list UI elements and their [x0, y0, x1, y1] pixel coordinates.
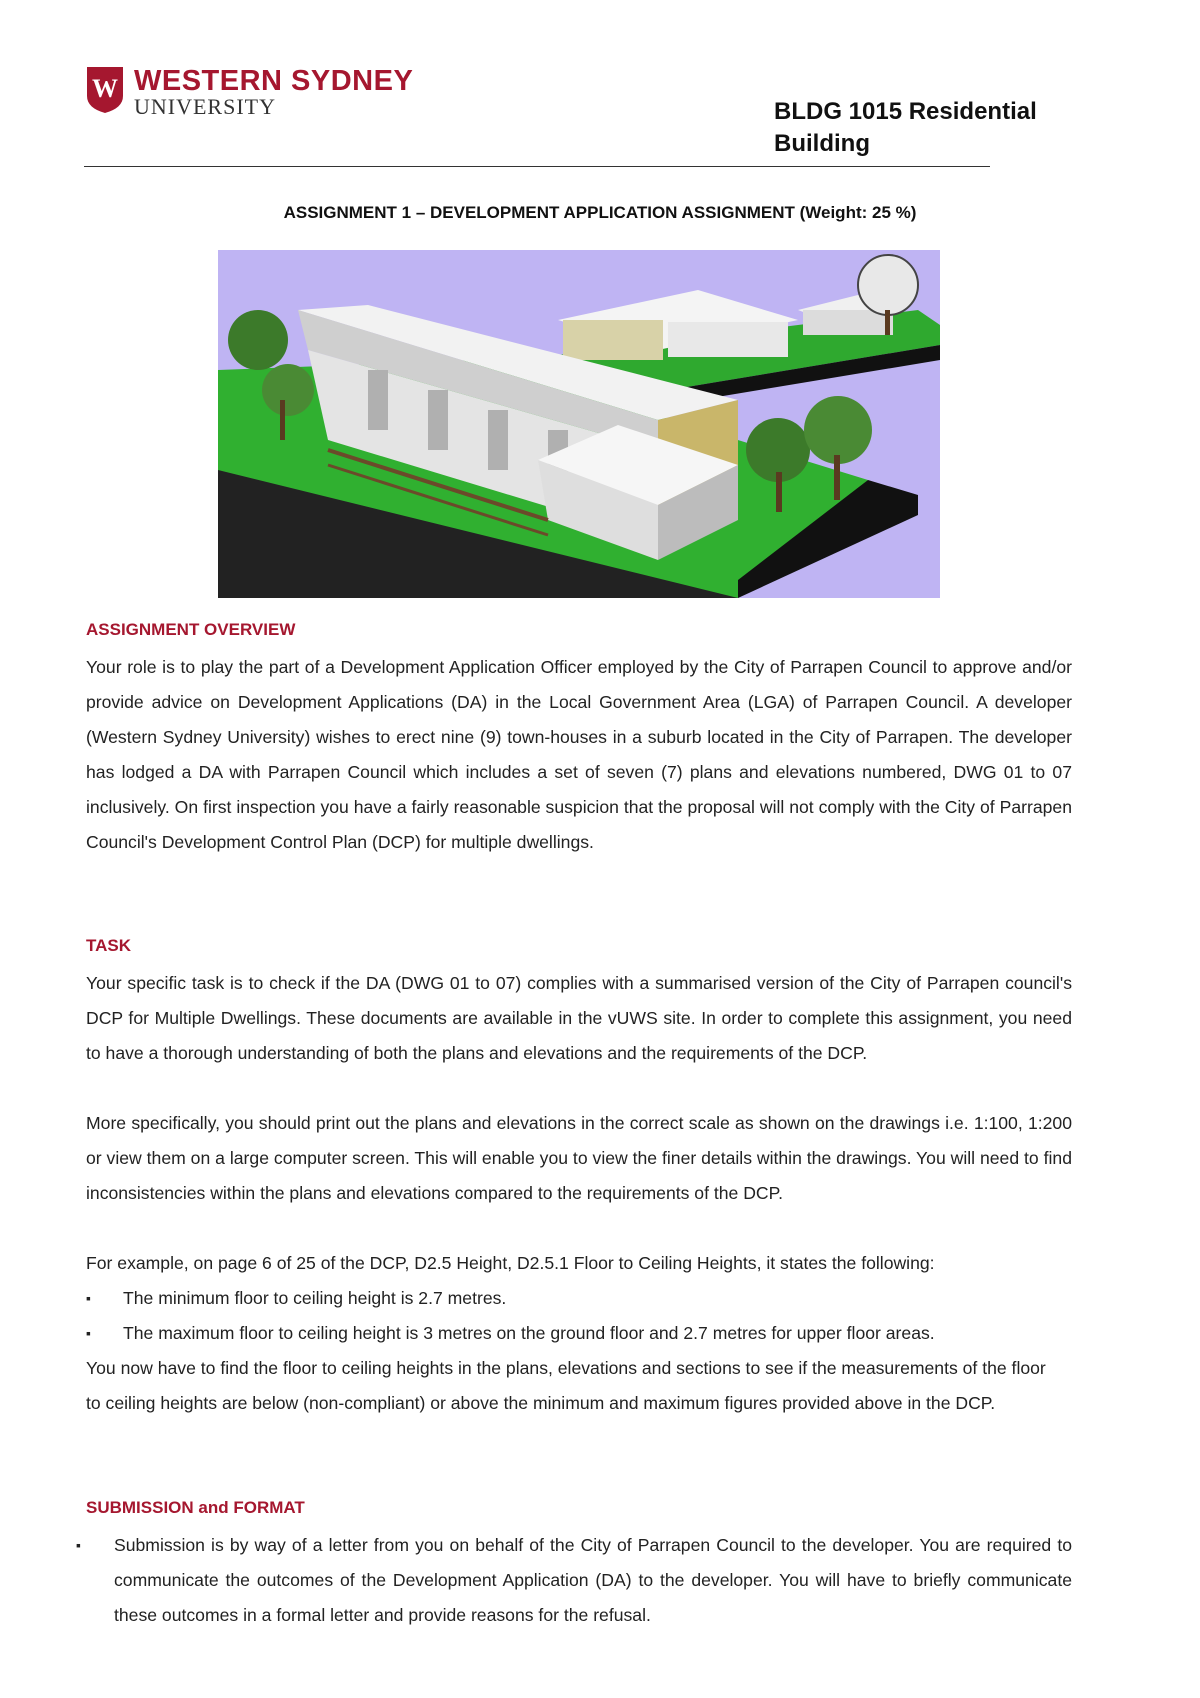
- course-title: BLDG 1015 Residential Building: [774, 98, 1037, 157]
- submission-heading: SUBMISSION and FORMAT: [86, 1498, 305, 1517]
- bullet-text: The minimum floor to ceiling height is 2.7 metres.: [123, 1288, 507, 1308]
- overview-heading: ASSIGNMENT OVERVIEW: [86, 620, 296, 639]
- task-heading: TASK: [86, 936, 132, 955]
- bullet-icon: ▪: [86, 1325, 91, 1341]
- overview-paragraph: Your role is to play the part of a Development Application Officer employed by the City of Parrapen Council to approve and/or provide advice on Development Applications (DA) in the Local Government Area (LGA) of Parrapen Council. A developer (Western Sydney University) wishes to erect nine (9) town-houses in a suburb located in the City of Parrapen. The developer has lodged a DA with Parrapen Council which includes a set of seven (7) plans and elevations numbered, DWG 01 to 07 inclusively. On first inspection you have a fairly reasonable suspicion that the proposal will not comply with the City of Parrapen Council's Development Control Plan (DCP) for multiple dwellings.: [86, 657, 1072, 852]
- assignment-title: ASSIGNMENT 1 – DEVELOPMENT APPLICATION ASSIGNMENT (Weight: 25 %): [283, 203, 917, 222]
- shield-logo-icon: [86, 66, 124, 114]
- task-paragraph-1: Your specific task is to check if the DA (DWG 01 to 07) complies with a summarised version of the City of Parrapen council's DCP for Multiple Dwellings. These documents are available in the vUWS site. In order to complete this assignment, you need to have a thorough understanding of both the plans and elevations and the requirements of the DCP.: [86, 973, 1072, 1063]
- university-logo: [86, 66, 413, 118]
- svg-text:W: W: [92, 74, 118, 103]
- task-paragraph-3: For example, on page 6 of 25 of the DCP, D2.5 Height, D2.5.1 Floor to Ceiling Heights, it states the following:: [86, 1253, 935, 1273]
- task-paragraph-2: More specifically, you should print out the plans and elevations in the correct scale as shown on the drawings i.e. 1:100, 1:200 or view them on a large computer screen. This will enable you to view the finer details within the drawings. You will need to find inconsistencies within the plans and elevations compared to the requirements of the DCP.: [86, 1113, 1072, 1203]
- submission-paragraph: Submission is by way of a letter from you on behalf of the City of Parrapen Council to the developer. You are required to communicate the outcomes of the Development Application (DA) to the developer. You will have to briefly communicate these outcomes in a formal letter and provide reasons for the refusal.: [114, 1535, 1072, 1625]
- bullet-icon: ▪: [76, 1537, 81, 1553]
- bullet-text: The maximum floor to ceiling height is 3 metres on the ground floor and 2.7 metres for upper floor areas.: [123, 1323, 935, 1343]
- task-paragraph-4: You now have to find the floor to ceiling heights in the plans, elevations and sections to see if the measurements of the floor to ceiling heights are below (non-compliant) or above the minimum and maximum figures provided above in the DCP.: [86, 1358, 1046, 1413]
- townhouse-render-image: [218, 250, 940, 598]
- header-divider: [84, 166, 990, 167]
- logo-subtitle: UNIVERSITY: [134, 94, 276, 119]
- bullet-icon: ▪: [86, 1290, 91, 1306]
- logo-title: WESTERN SYDNEY: [134, 65, 414, 97]
